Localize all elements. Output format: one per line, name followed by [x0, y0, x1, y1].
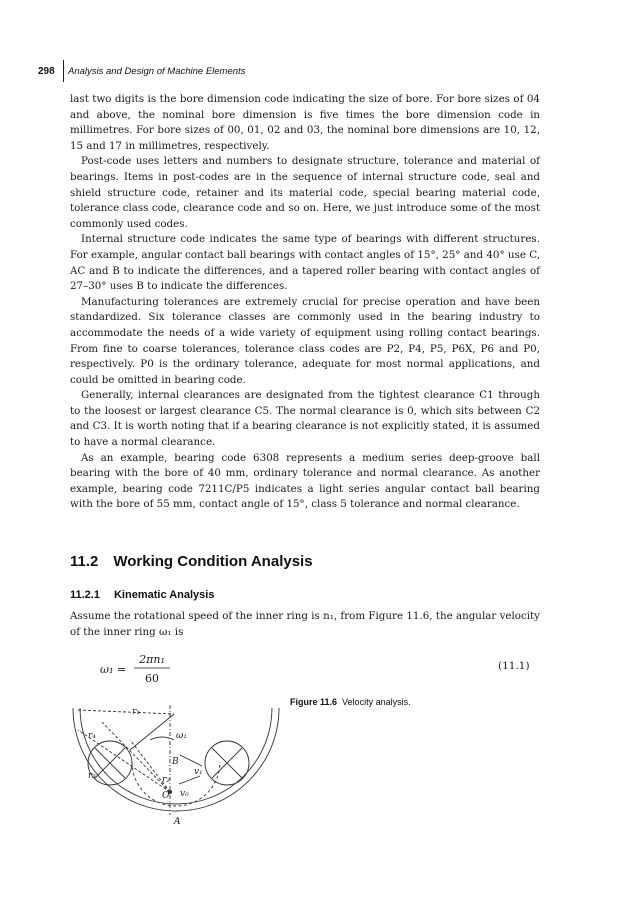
header-divider — [63, 60, 64, 82]
section-title: Working Condition Analysis — [113, 553, 313, 570]
equation-numerator: 2πn₁ — [139, 653, 165, 666]
figure-caption — [290, 697, 411, 707]
paragraph: Manufacturing tolerances are extremely crucial for precise operation and have been standardized. Six tolerance classes are commonly used in the bearing industry to accommodate the needs of a wide variety of equipment using rolling contact bearings. From fine to coarse tolerances, tolerance class codes are P2, P4, P5, P6X, P6 and P0, respectively. P0 is the ordinary tolerance, adequate for most normal applications, and could be omitted in bearing code. — [70, 295, 540, 386]
velocity-vector — [180, 755, 202, 766]
figure-label-text: v₀ — [180, 789, 189, 799]
paragraph: Internal structure code indicates the same type of bearings with different structures. For example, angular contact ball bearings with contact angles of 15°, 25° and 40° use C, AC and B to indicate the differences, and a tapered roller bearing with contact angles of 27–30° uses B to indicate the differences. — [70, 233, 540, 293]
equation-number: (11.1) — [498, 660, 530, 672]
figure-label-text: B — [172, 757, 179, 767]
radius-line — [130, 714, 174, 750]
paragraph: Generally, internal clearances are designated from the tightest clearance C1 through to the loosest or largest clearance C5. The normal clearance is 0, which sits between C2 and C3. It is worth noting that if a bearing clearance is not explicitly stated, it is assumed to have a normal clearance. — [70, 389, 540, 449]
body-text — [70, 92, 540, 513]
equation-lhs: ω₁ = — [100, 663, 127, 676]
equation-denominator: 60 — [145, 672, 159, 685]
velocity-analysis-figure — [70, 700, 282, 830]
rotation-arc — [150, 737, 174, 740]
running-title: Analysis and Design of Machine Elements — [68, 66, 246, 77]
intro-paragraph: Assume the rotational speed of the inner ring is n₁, from Figure 11.6, the angular velocity of the inner ring ω₁ is — [70, 610, 540, 638]
paragraph: Post-code uses letters and numbers to designate structure, tolerance and material of bearings. Items in post-codes are in the sequence of internal structure code, seal and shield structure code, retainer and its material code, special bearing material code, tolerance class code, clearance code and so on. Here, we just introduce some of the most commonly used codes. — [70, 155, 540, 230]
section-number: 11.2 — [70, 553, 99, 570]
figure-label-text: O — [162, 791, 170, 801]
subsection-title: Kinematic Analysis — [113, 589, 215, 601]
radius-line — [78, 710, 174, 714]
figure-label: Figure 11.6 — [290, 697, 338, 707]
velocity-vector — [179, 776, 200, 784]
figure-label-text: r₂ — [162, 775, 170, 785]
outer-race-inner-arc — [80, 708, 272, 804]
paragraph: last two digits is the bore dimension code indicating the size of bore. For bore sizes of 04 and above, the nominal bore dimension is five times the bore dimension code in millimetres. For bore sizes of 00, 01, 02 and 03, the nominal bore dimensions are 10, 12, 15 and 17 in millimetres, respectively. — [70, 93, 540, 152]
equation — [100, 651, 190, 692]
figure-label-text: v₁ — [194, 767, 203, 777]
figure-label-text: r₃ — [88, 771, 96, 781]
radius-line — [102, 722, 170, 792]
figure-caption-text: Velocity analysis. — [342, 697, 411, 707]
page-number: 298 — [38, 66, 55, 77]
subsection-heading — [70, 589, 214, 601]
paragraph: As an example, bearing code 6308 represents a medium series deep-groove ball bearing with the bore of 40 mm, ordinary tolerance and normal clearance. As another example, bearing code 7211C/P5 indicates a light series angular contact ball bearing with the bore of 55 mm, contact angle of 15°, class 5 tolerance and normal clearance. — [70, 451, 540, 511]
section-heading — [70, 553, 313, 570]
equation-graphic — [100, 651, 190, 689]
figure-label-text: r₁ — [132, 707, 140, 717]
subsection-number: 11.2.1 — [70, 589, 100, 601]
figure-label-text: r₄ — [88, 731, 96, 741]
figure-label-text: A — [174, 817, 181, 827]
figure-label-text: ω₁ — [176, 731, 187, 741]
